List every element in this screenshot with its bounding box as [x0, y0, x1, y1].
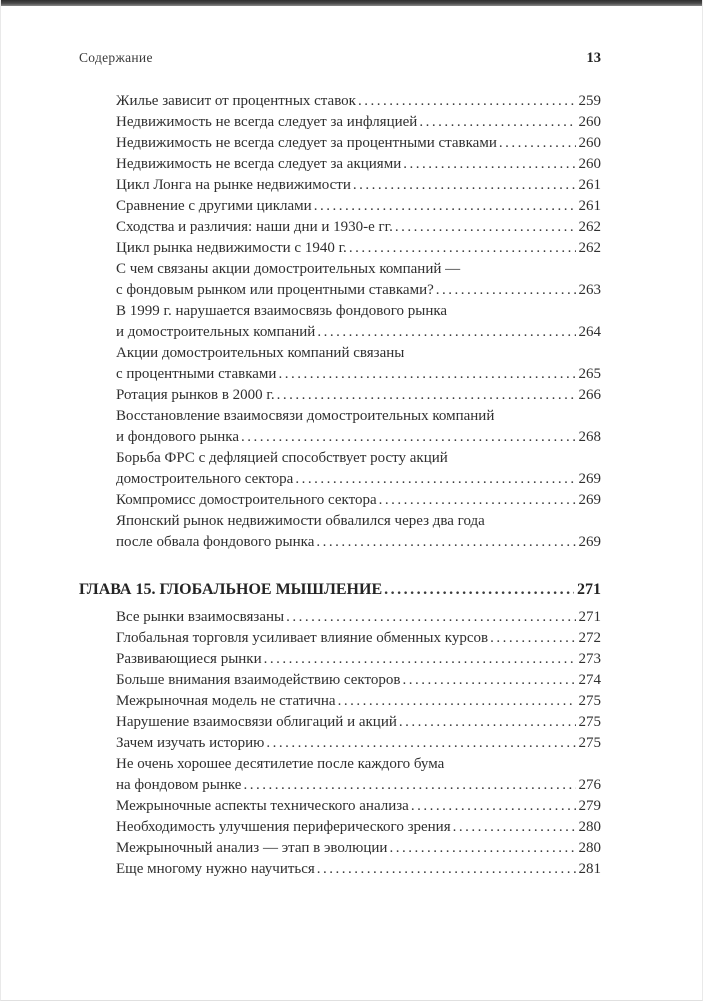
toc-entry-text: Акции домостроительных компаний связаны [116, 345, 405, 361]
toc-page-number: 275 [578, 714, 601, 730]
toc-entry [79, 511, 601, 553]
toc-entry [79, 385, 601, 406]
dot-leader [286, 607, 575, 628]
toc-entry-text: с процентными ставками [116, 366, 277, 382]
dot-leader [317, 322, 575, 343]
toc-entry-line [116, 91, 601, 112]
toc-entry-line [116, 427, 601, 448]
toc-entry-text: Недвижимость не всегда следует за процентными ставками [116, 135, 497, 151]
toc-entry-line [116, 859, 601, 880]
toc-entry-text: С чем связаны акции домостроительных компаний — [116, 261, 461, 277]
toc-page-number: 269 [578, 534, 601, 550]
toc-entry-line [116, 754, 601, 775]
toc-entry-text: Компромисс домостроительного сектора [116, 492, 377, 508]
toc-page-number: 260 [578, 135, 601, 151]
toc-entry [79, 490, 601, 511]
toc-entry [79, 301, 601, 343]
running-title: Содержание [79, 50, 153, 65]
toc-entry-text: Недвижимость не всегда следует за инфляцией [116, 114, 418, 130]
toc-page-number: 279 [578, 798, 601, 814]
toc-page-number: 268 [578, 429, 601, 445]
dot-leader [278, 364, 575, 385]
toc-entry-line [116, 154, 601, 175]
toc-entry-text: Ротация рынков в 2000 г. [116, 387, 275, 403]
toc-page-number: 280 [578, 840, 601, 856]
toc-entry-text: с фондовым рынком или процентными ставками? [116, 282, 434, 298]
toc-entry-line [116, 838, 601, 859]
toc-entry [79, 154, 601, 175]
toc-entry [79, 91, 601, 112]
dot-leader [349, 238, 576, 259]
toc-entry-text: Зачем изучать историю [116, 735, 265, 751]
dot-leader [499, 133, 576, 154]
toc-entry-text: Сходства и различия: наши дни и 1930-е гг. [116, 219, 393, 235]
toc-page-number: 271 [577, 581, 601, 598]
toc-entry-line [116, 628, 601, 649]
dot-leader [384, 579, 574, 600]
toc-page-number: 281 [578, 861, 601, 877]
toc-entry-line [116, 217, 601, 238]
toc-entry-line [116, 733, 601, 754]
dot-leader [389, 838, 575, 859]
toc-entry-line [116, 175, 601, 196]
toc-entry-line [116, 322, 601, 343]
toc-entry [79, 406, 601, 448]
toc-entry-text: Японский рынок недвижимости обвалился через два года [116, 513, 485, 529]
dot-leader [316, 532, 575, 553]
toc-entry [79, 754, 601, 796]
dot-leader [338, 691, 576, 712]
toc-entry-text: Борьба ФРС с дефляцией способствует росту акций [116, 450, 448, 466]
toc-entry-line [116, 280, 601, 301]
toc-entry-line [116, 448, 601, 469]
toc-entry [79, 175, 601, 196]
toc-page-number: 260 [578, 156, 601, 172]
toc-page-number: 276 [578, 777, 601, 793]
toc-entry-line [116, 649, 601, 670]
toc-page-number: 269 [578, 471, 601, 487]
toc-entry-text: домостроительного сектора [116, 471, 294, 487]
toc-entry-text: ГЛАВА 15. ГЛОБАЛЬНОЕ МЫШЛЕНИЕ [79, 581, 383, 598]
toc-entry-line [79, 579, 601, 600]
dot-leader [490, 628, 575, 649]
toc-entry-text: Недвижимость не всегда следует за акциями [116, 156, 402, 172]
toc-entry-line [116, 469, 601, 490]
toc-entry [79, 796, 601, 817]
toc-entry [79, 838, 601, 859]
toc-entry-text: Сравнение с другими циклами [116, 198, 312, 214]
toc-entry-text: Восстановление взаимосвязи домостроительных компаний [116, 408, 495, 424]
toc-page-number: 263 [578, 282, 601, 298]
toc-entry [79, 238, 601, 259]
dot-leader [395, 217, 576, 238]
toc-page-number: 261 [578, 198, 601, 214]
dot-leader [277, 385, 576, 406]
page-top-edge [1, 0, 702, 6]
toc-entry-line [116, 490, 601, 511]
toc-page-number: 272 [578, 630, 601, 646]
toc-entry [79, 259, 601, 301]
dot-leader [402, 670, 575, 691]
dot-leader [295, 469, 575, 490]
toc-entry-line [116, 712, 601, 733]
toc-entry-text: Межрыночная модель не статична [116, 693, 336, 709]
dot-leader [314, 196, 576, 217]
toc-entry-text: Развивающиеся рынки [116, 651, 262, 667]
dot-leader [403, 154, 575, 175]
toc-entry [79, 133, 601, 154]
toc-entry [79, 607, 601, 628]
toc-list [79, 91, 601, 880]
dot-leader [379, 490, 576, 511]
toc-entry-line [116, 817, 601, 838]
toc-entry-text: Нарушение взаимосвязи облигаций и акций [116, 714, 397, 730]
toc-entry [79, 217, 601, 238]
toc-entry-line [116, 406, 601, 427]
toc-entry [79, 691, 601, 712]
toc-entry-line [116, 691, 601, 712]
toc-entry [79, 628, 601, 649]
toc-page-number: 269 [578, 492, 601, 508]
toc-entry [79, 112, 601, 133]
toc-entry-text: Не очень хорошее десятилетие после каждого бума [116, 756, 445, 772]
toc-page-number: 262 [578, 219, 601, 235]
dot-leader [264, 649, 576, 670]
toc-entry-text: Цикл Лонга на рынке недвижимости [116, 177, 351, 193]
toc-page-number: 271 [578, 609, 601, 625]
dot-leader [419, 112, 575, 133]
toc-page-number: 266 [578, 387, 601, 403]
toc-entry [79, 712, 601, 733]
dot-leader [399, 712, 576, 733]
toc-entry-text: Необходимость улучшения периферического зрения [116, 819, 451, 835]
toc-entry-text: после обвала фондового рынка [116, 534, 315, 550]
toc-entry-text: и фондового рынка [116, 429, 239, 445]
toc-entry-text: Больше внимания взаимодействию секторов [116, 672, 401, 688]
toc-entry-text: Межрыночный анализ — этап в эволюции [116, 840, 388, 856]
toc-entry-text: Еще многому нужно научиться [116, 861, 315, 877]
dot-leader [453, 817, 576, 838]
toc-entry-line [116, 511, 601, 532]
toc-entry-line [116, 112, 601, 133]
toc-entry-line [116, 259, 601, 280]
toc-entry-line [116, 301, 601, 322]
toc-entry-line [116, 133, 601, 154]
toc-entry-line [116, 532, 601, 553]
toc-entry-line [116, 385, 601, 406]
toc-page-number: 274 [578, 672, 601, 688]
toc-entry-line [116, 364, 601, 385]
toc-page-number: 259 [578, 93, 601, 109]
toc-page-number: 261 [578, 177, 601, 193]
toc-page-number: 260 [578, 114, 601, 130]
dot-leader [241, 427, 576, 448]
toc-entry [79, 817, 601, 838]
toc-entry-text: и домостроительных компаний [116, 324, 316, 340]
dot-leader [243, 775, 575, 796]
toc-entry-line [116, 775, 601, 796]
toc-entry [79, 196, 601, 217]
toc-page-number: 265 [578, 366, 601, 382]
toc-entry-line [116, 607, 601, 628]
toc-entry-text: В 1999 г. нарушается взаимосвязь фондового рынка [116, 303, 448, 319]
toc-chapter-heading [79, 579, 601, 600]
toc-entry-line [116, 670, 601, 691]
toc-page-number: 264 [578, 324, 601, 340]
dot-leader [411, 796, 576, 817]
toc-entry-text: Цикл рынка недвижимости с 1940 г. [116, 240, 347, 256]
dot-leader [436, 280, 576, 301]
dot-leader [266, 733, 575, 754]
toc-page-number: 273 [578, 651, 601, 667]
dot-leader [358, 91, 576, 112]
toc-entry-line [116, 796, 601, 817]
toc-entry-line [116, 238, 601, 259]
dot-leader [317, 859, 576, 880]
dot-leader [353, 175, 576, 196]
toc-entry-text: Все рынки взаимосвязаны [116, 609, 285, 625]
toc-page-number: 262 [578, 240, 601, 256]
toc-page-number: 275 [578, 735, 601, 751]
toc-entry-text: Жилье зависит от процентных ставок [116, 93, 356, 109]
toc-entry-line [116, 343, 601, 364]
toc-entry [79, 733, 601, 754]
toc-entry [79, 343, 601, 385]
toc-entry [79, 649, 601, 670]
page-header [79, 50, 601, 67]
toc-page-number: 275 [578, 693, 601, 709]
toc-page-number: 280 [578, 819, 601, 835]
toc-entry-line [116, 196, 601, 217]
toc-entry-text: Глобальная торговля усиливает влияние обменных курсов [116, 630, 489, 646]
toc-entry [79, 670, 601, 691]
folio-page-number: 13 [586, 50, 601, 66]
toc-entry [79, 448, 601, 490]
toc-entry [79, 859, 601, 880]
toc-entry-text: Межрыночные аспекты технического анализа [116, 798, 409, 814]
toc-entry-text: на фондовом рынке [116, 777, 242, 793]
